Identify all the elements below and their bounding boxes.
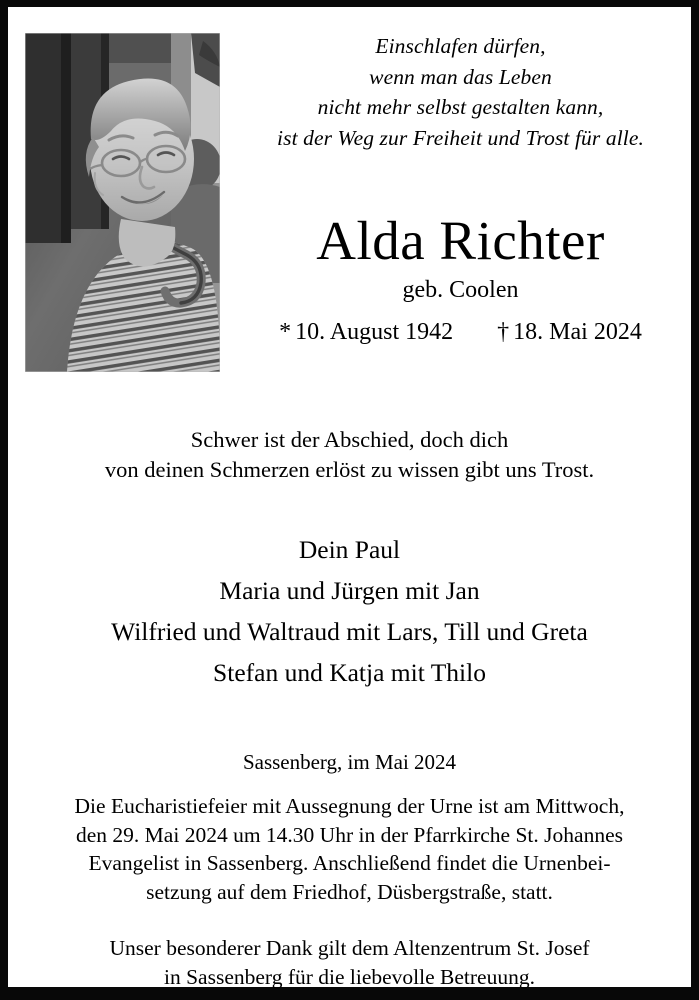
thanks-note xyxy=(8,934,691,991)
ceremony-line-2: den 29. Mai 2024 um 14.30 Uhr in der Pfarrkirche St. Johannes xyxy=(76,822,623,847)
death-date-value: 18. Mai 2024 xyxy=(513,319,642,345)
birth-star-icon: * xyxy=(279,319,292,345)
mourner-line-1: Dein Paul xyxy=(298,535,401,564)
thanks-line-2: in Sassenberg für die liebevolle Betreuung. xyxy=(164,964,535,989)
ceremony-line-1: Die Eucharistiefeier mit Aussegnung der Urne ist am Mittwoch, xyxy=(74,794,625,818)
mourner-line-3: Wilfried und Waltraud mit Lars, Till und Greta xyxy=(111,617,588,646)
thanks-line-1: Unser besonderer Dank gilt dem Altenzentrum St. Josef xyxy=(109,936,590,960)
deceased-full-name: Alda Richter xyxy=(316,210,605,271)
header-region xyxy=(8,7,691,362)
condolence-line-2: von deinen Schmerzen erlöst zu wissen gibt uns Trost. xyxy=(104,457,595,482)
memorial-verse xyxy=(230,31,691,153)
place-and-date: Sassenberg, im Mai 2024 xyxy=(242,750,457,774)
condolence-verse xyxy=(8,425,691,485)
mourner-line-4: Stefan und Katja mit Thilo xyxy=(213,658,486,687)
verse-line-3: nicht mehr selbst gestalten kann, xyxy=(317,95,604,119)
notice-inner xyxy=(8,7,691,987)
portrait-photo xyxy=(25,33,220,372)
death-cross-icon: † xyxy=(497,319,510,345)
deceased-name-block xyxy=(230,210,691,347)
life-dates xyxy=(230,317,691,347)
ceremony-line-4: setzung auf dem Friedhof, Düsbergstraße, statt. xyxy=(146,879,553,904)
verse-line-1: Einschlafen dürfen, xyxy=(375,34,546,58)
birth-date-value: 10. August 1942 xyxy=(295,319,454,345)
verse-line-4: ist der Weg zur Freiheit und Trost für alle. xyxy=(277,125,644,150)
portrait-illustration xyxy=(25,33,220,372)
birth-date-item xyxy=(279,317,453,347)
deceased-maiden-name: geb. Coolen xyxy=(402,277,519,303)
ceremony-line-3: Evangelist in Sassenberg. Anschließend findet die Urnenbei- xyxy=(88,851,611,875)
verse-line-2: wenn man das Leben xyxy=(369,64,552,89)
ceremony-details xyxy=(8,792,691,906)
mourner-line-2: Maria und Jürgen mit Jan xyxy=(219,576,480,605)
mourners-list xyxy=(8,529,691,693)
condolence-line-1: Schwer ist der Abschied, doch dich xyxy=(190,427,509,452)
death-date-item xyxy=(497,317,642,347)
